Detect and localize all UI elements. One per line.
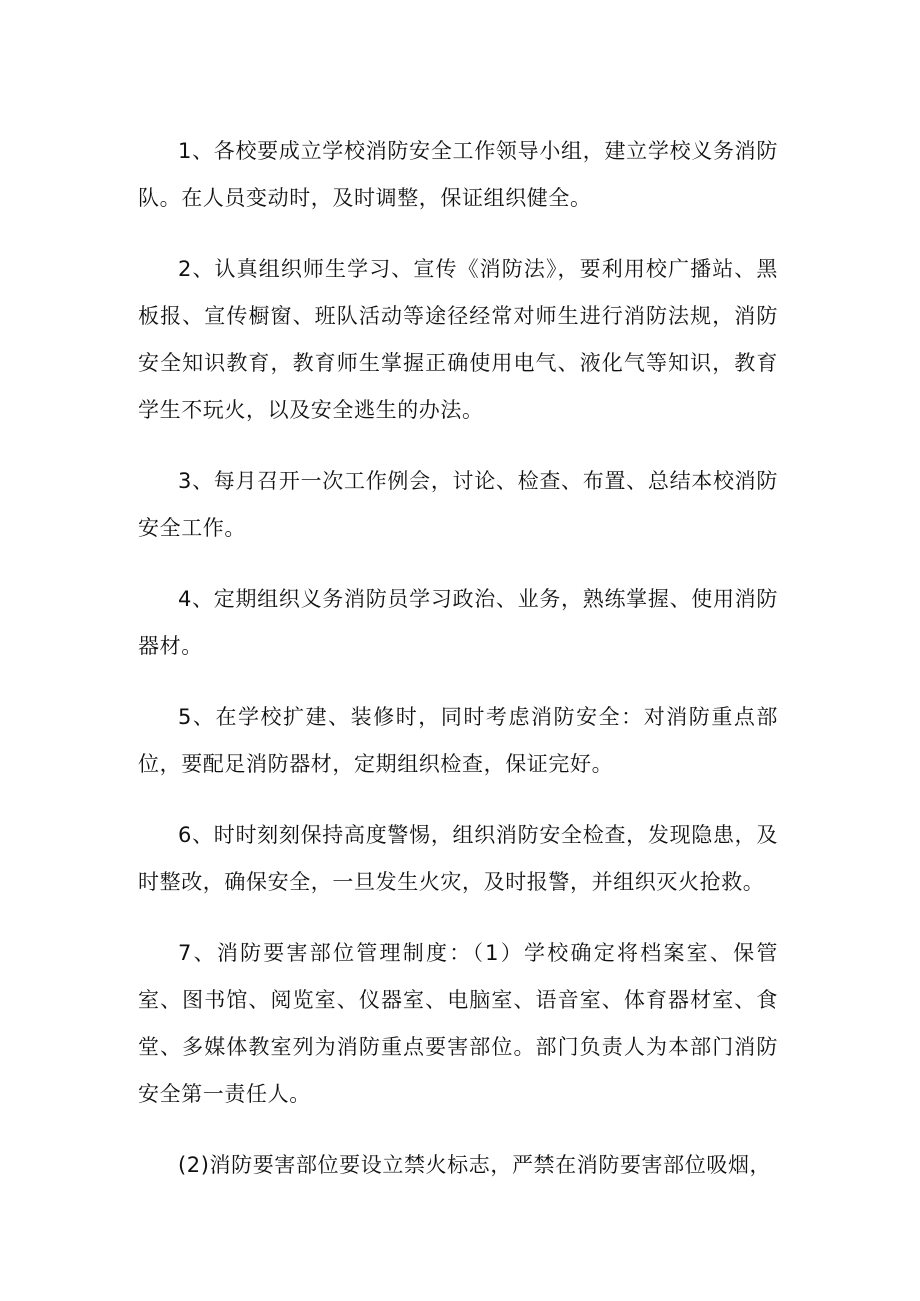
paragraph-7: 7、消防要害部位管理制度：（1）学校确定将档案室、保管室、图书馆、阅览室、仪器室、电脑室、语音室、体育器材室、食堂、多媒体教室列为消防重点要害部位。部门负责人为本部门消防安全第一责任人。 [138,941,778,1106]
paragraph-4: 4、定期组织义务消防员学习政治、业务，熟练掌握、使用消防器材。 [138,587,778,658]
paragraph-3: 3、每月召开一次工作例会，讨论、检查、布置、总结本校消防安全工作。 [138,469,778,540]
paragraph-2: 2、认真组织师生学习、宣传《消防法》，要利用校广播站、黑板报、宣传橱窗、班队活动等途径经常对师生进行消防法规，消防安全知识教育，教育师生掌握正确使用电气、液化气等知识，教育学生不玩火，以及安全逃生的办法。 [138,257,778,422]
document-body [138,128,778,1213]
paragraph-5: 5、在学校扩建、装修时，同时考虑消防安全：对消防重点部位，要配足消防器材，定期组织检查，保证完好。 [138,705,778,776]
paragraph-8: (2)消防要害部位要设立禁火标志，严禁在消防要害部位吸烟， [178,1153,772,1177]
paragraph-6: 6、时时刻刻保持高度警惕，组织消防安全检查，发现隐患，及时整改，确保安全，一旦发生火灾，及时报警，并组织灭火抢救。 [138,823,778,894]
paragraph-1: 1、各校要成立学校消防安全工作领导小组，建立学校义务消防队。在人员变动时，及时调整，保证组织健全。 [138,139,778,210]
